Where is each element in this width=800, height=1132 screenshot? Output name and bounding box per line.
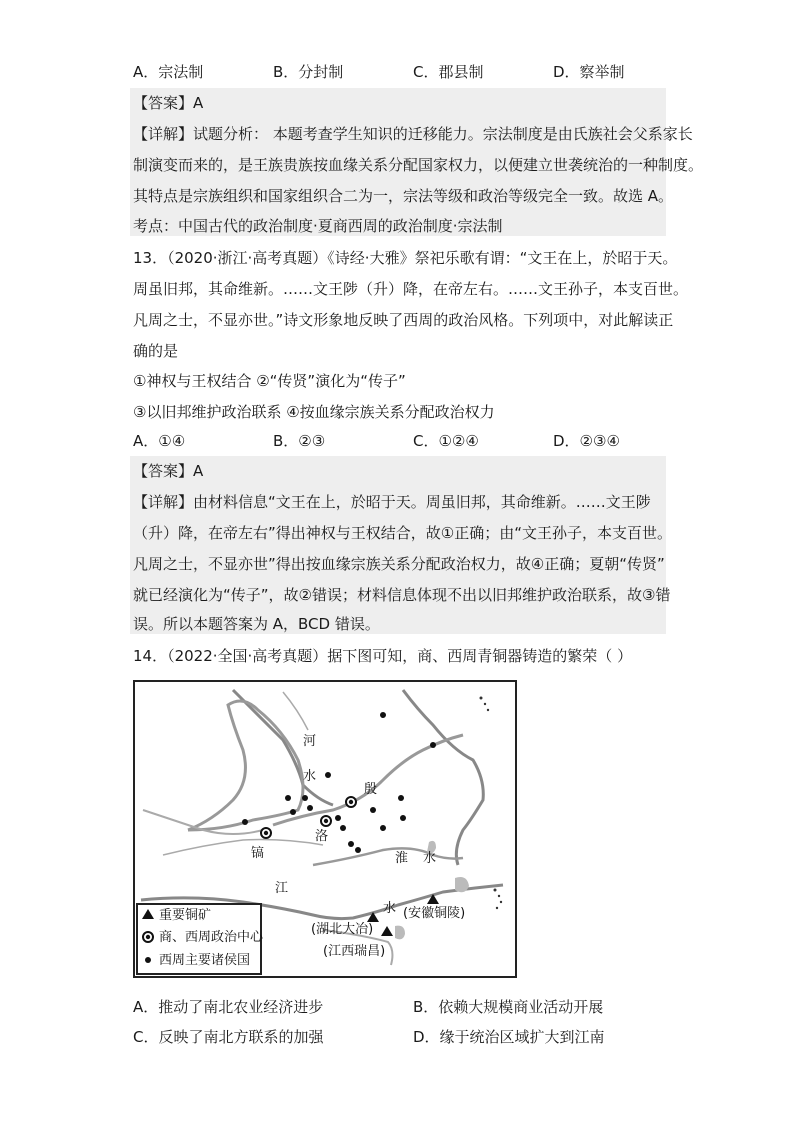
label-hao: 镐 xyxy=(251,846,265,861)
q13-stem-line-3: 凡周之士，不显亦世。”诗文形象地反映了西周的政治风格。下列项中，对此解读正 xyxy=(133,311,674,329)
legend-vassal-state: 西周主要诸侯国 xyxy=(159,953,251,968)
q13-detail-line-4: 就已经演化为“传子”，故②错误；材料信息体现不出以旧邦维护政治联系，故③错 xyxy=(133,586,671,604)
q13-option-b: B．②③ xyxy=(273,432,326,450)
label-jiangxi: (江西瑞昌) xyxy=(323,944,386,959)
q12-option-a: A．宗法制 xyxy=(133,63,204,81)
q12-option-d: D．察举制 xyxy=(553,63,625,81)
q13-statement-line-1: ①神权与王权结合 ②“传贤”演化为“传子” xyxy=(133,372,406,390)
bronze-map xyxy=(133,680,517,978)
q14-option-c: C．反映了南北方联系的加强 xyxy=(133,1028,324,1046)
q14-option-d: D．缘于统治区域扩大到江南 xyxy=(413,1028,605,1046)
q13-option-c: C．①②④ xyxy=(413,432,479,450)
legend-political-center: 商、西周政治中心 xyxy=(159,930,264,945)
q13-answer: 【答案】A xyxy=(133,462,204,480)
q14-option-a: A．推动了南北农业经济进步 xyxy=(133,998,324,1016)
label-huai: 淮 xyxy=(395,851,409,866)
q12-option-b: B．分封制 xyxy=(273,63,344,81)
q13-answer-box xyxy=(130,456,666,634)
q13-stem-line-2: 周虽旧邦，其命维新。……文王陟（升）降，在帝左右。……文王孙子，本支百世。 xyxy=(133,280,689,298)
vassal-state-icon xyxy=(145,957,151,963)
q13-option-a: A．①④ xyxy=(133,432,186,450)
q13-detail-line-1: 【详解】由材料信息“文王在上，於昭于天。周虽旧邦，其命维新。……文王陟 xyxy=(133,493,651,511)
q12-detail-line-3: 其特点是宗族组织和国家组织合二为一，宗法等级和政治等级完全一致。故选 A。 xyxy=(133,187,674,205)
q14-stem: 14．（2022·全国·高考真题）据下图可知，商、西周青铜器铸造的繁荣（ ） xyxy=(133,647,633,665)
label-yin: 殷 xyxy=(364,782,378,797)
label-shui-2: 水 xyxy=(423,851,437,866)
q13-detail-line-3: 凡周之士，不显亦世”得出按血缘宗族关系分配政治权力，故④正确；夏朝“传贤” xyxy=(133,555,665,573)
q12-detail-line-2: 制演变而来的，是王族贵族按血缘关系分配国家权力，以便建立世袭统治的一种制度。 xyxy=(133,156,704,174)
q13-statement-line-2: ③以旧邦维护政治联系 ④按血缘宗族关系分配政治权力 xyxy=(133,403,495,421)
legend-copper-mine: 重要铜矿 xyxy=(159,908,212,923)
q12-detail-line-4: 考点：中国古代的政治制度·夏商西周的政治制度·宗法制 xyxy=(133,217,503,235)
label-he: 河 xyxy=(303,734,317,749)
q13-option-d: D．②③④ xyxy=(553,432,620,450)
q13-stem-line-4: 确的是 xyxy=(133,342,179,360)
map-legend xyxy=(137,904,264,974)
label-luo: 洛 xyxy=(315,829,329,844)
q12-answer: 【答案】A xyxy=(133,94,204,112)
label-shui-3: 水 xyxy=(383,901,397,916)
q13-detail-line-2: （升）降，在帝左右”得出神权与王权结合，故①正确；由“文王孙子，本支百世。 xyxy=(133,524,672,542)
q13-detail-line-5: 误。所以本题答案为 A，BCD 错误。 xyxy=(133,615,380,633)
label-shui-1: 水 xyxy=(303,769,317,784)
q12-detail-line-1: 【详解】试题分析： 本题考查学生知识的迁移能力。宗法制度是由氏族社会父系家长 xyxy=(133,125,693,143)
label-anhui: (安徽铜陵) xyxy=(403,906,466,921)
q12-option-c: C．郡县制 xyxy=(413,63,484,81)
q14-option-b: B．依赖大规模商业活动开展 xyxy=(413,998,604,1016)
label-hubei: (湖北大冶) xyxy=(311,922,374,937)
q13-stem-line-1: 13．（2020·浙江·高考真题）《诗经·大雅》祭祀乐歌有谓：“文王在上，於昭于天。 xyxy=(133,249,678,267)
label-jiang: 江 xyxy=(275,881,289,896)
